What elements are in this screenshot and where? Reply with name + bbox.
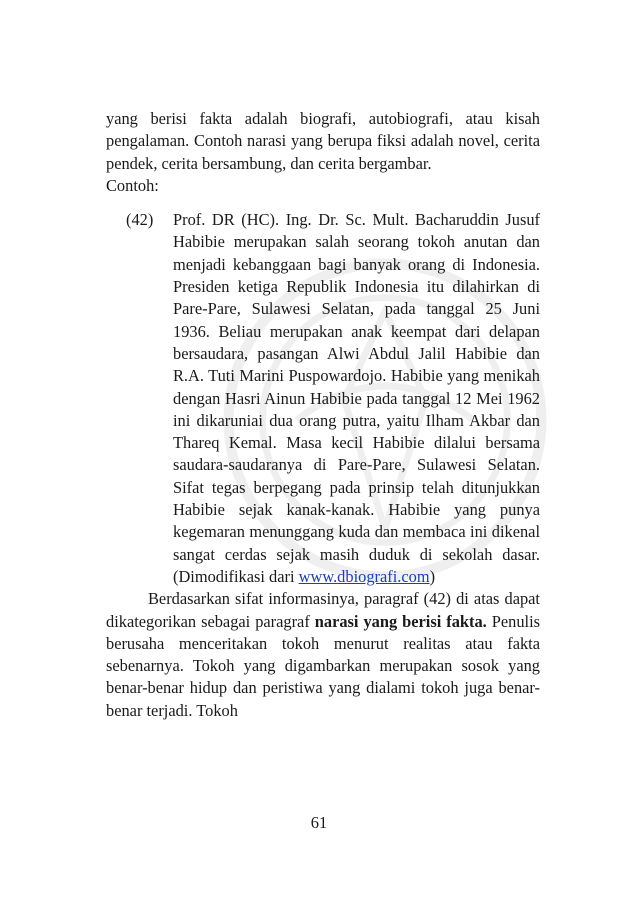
example-label: Contoh: (106, 175, 159, 195)
intro-paragraph: yang berisi fakta adalah biografi, autobiografi, atau kisah pengalaman. Contoh narasi yang berupa fiksi adalah novel, cerita pendek, cerita bersambung, dan cerita bergambar. (106, 109, 540, 173)
followup-paragraph (106, 588, 540, 722)
example-text-block (173, 209, 540, 588)
source-prefix: (Dimodifikasi dari (173, 566, 299, 586)
followup-part1: Berdasarkan sifat informasinya, paragraf (42) di atas dapat dikategorikan sebagai paragraf (106, 589, 540, 631)
example-number: (42) (126, 210, 154, 230)
page-number: 61 (310, 813, 328, 832)
followup-bold: narasi yang berisi fakta. (314, 611, 487, 631)
example-text: Prof. DR (HC). Ing. Dr. Sc. Mult. Bacharuddin Jusuf Habibie merupakan salah seorang tokoh anutan dan menjadi kebanggaan bagi banyak orang di Indonesia. Presiden ketiga Republik Indonesia itu dilahirkan di Pare-Pare, Sulawesi Selatan, pada tanggal 25 Juni 1936. Beliau merupakan anak keempat dari delapan bersaudara, pasangan Alwi Abdul Jalil Habibie dan R.A. Tuti Marini Puspowardojo. Habibie yang menikah dengan Hasri Ainun Habibie pada tanggal 12 Mei 1962 ini dikaruniai dua orang putra, yaitu Ilham Akbar dan Thareq Kemal. Masa kecil Habibie dilalui bersama saudara-saudaranya di Pare-Pare, Sulawesi Selatan. Sifat tegas berpegang pada prinsip telah ditunjukkan Habibie sejak kanak-kanak. Habibie yang punya kegemaran menunggang kuda dan membaca ini dikenal sangat cerdas sejak masih duduk di sekolah dasar. (173, 210, 540, 564)
source-link[interactable]: www.dbiografi.com (298, 566, 430, 586)
intro-section (106, 108, 540, 197)
followup-part2: Penulis berusaha menceritakan tokoh menurut realitas atau fakta sebenarnya. Tokoh yang digambarkan merupakan sosok yang benar-benar hidup dan peristiwa yang dialami tokoh juga benar-benar terjadi. Tokoh (106, 611, 540, 720)
source-suffix: ) (429, 566, 436, 586)
page-content (106, 108, 540, 722)
example-paragraph (106, 209, 540, 588)
